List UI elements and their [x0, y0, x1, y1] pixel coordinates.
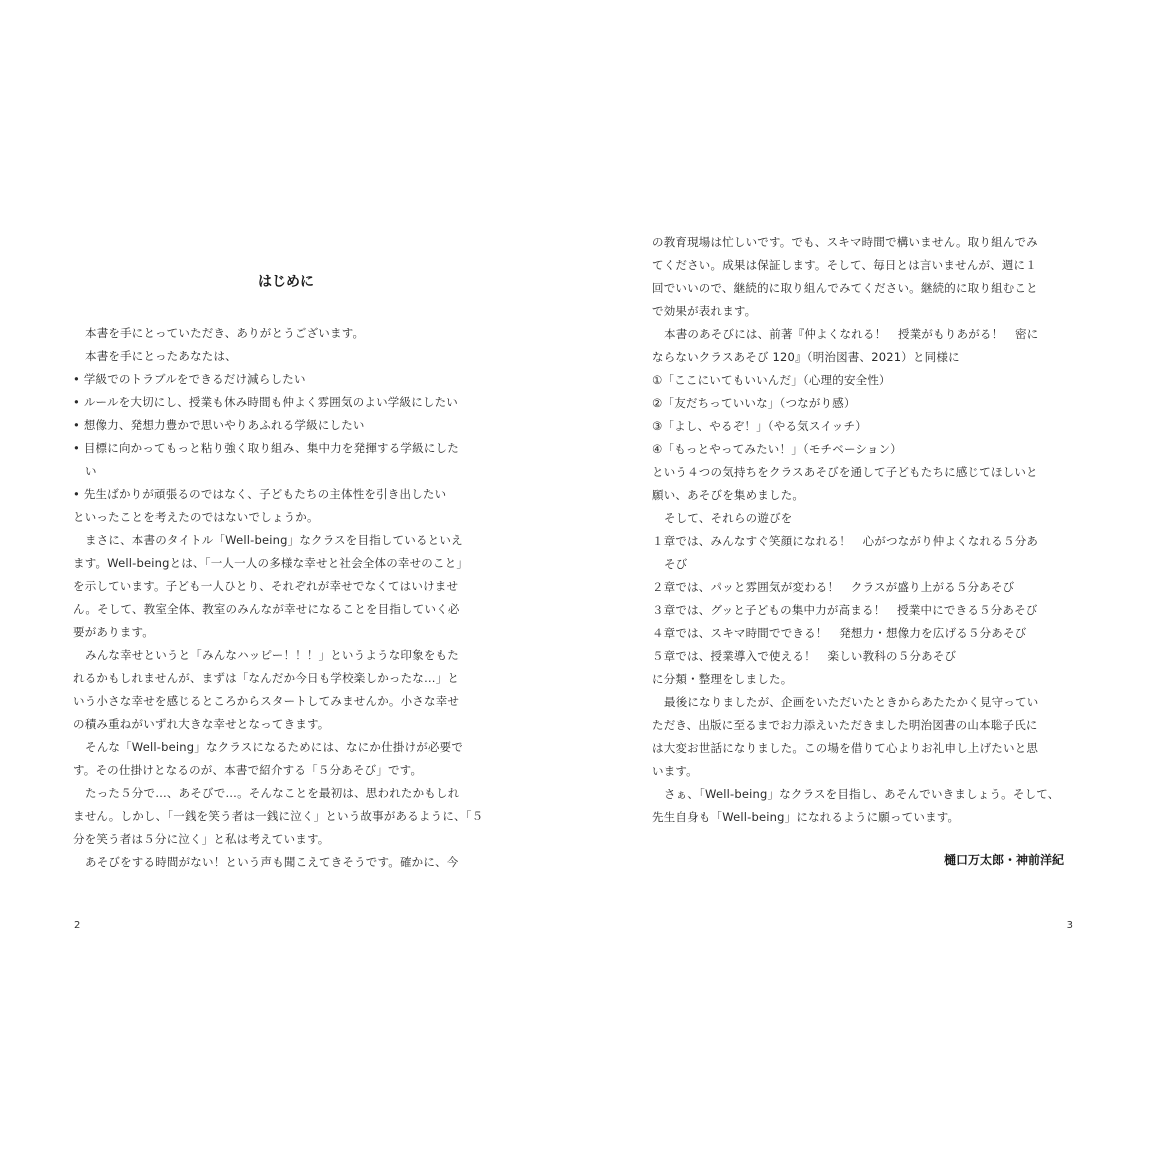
text-line: の教育現場は忙しいです。でも、スキマ時間で構いません。取り組んでみ: [652, 235, 1038, 249]
text-line: そび: [664, 557, 688, 571]
text-line: を示しています。子ども一人ひとり、それぞれが幸せでなくてはいけませ: [73, 579, 459, 593]
text-line: ん。そして、教室全体、教室のみんなが幸せになることを目指していく必: [73, 602, 460, 616]
text-line: まさに、本書のタイトル「Well-being」なクラスを目指しているといえ: [85, 533, 463, 547]
text-line: • ルールを大切にし、授業も休み時間も仲よく雰囲気のよい学級にしたい: [73, 395, 459, 409]
text-line: 最後になりましたが、企画をいただいたときからあたたかく見守ってい: [664, 695, 1039, 709]
text-line: という４つの気持ちをクラスあそびを通して子どもたちに感じてほしいと: [652, 465, 1038, 479]
text-line: さぁ、「Well-being」なクラスを目指し、あそんでいきましょう。そして、: [664, 787, 1060, 801]
text-line: れるかもしれませんが、まずは「なんだか今日も学校楽しかったな…」と: [73, 671, 460, 685]
text-line: 回でいいので、継続的に取り組んでみてください。継続的に取り組むこと: [652, 281, 1038, 295]
text-line: ません。しかし、「一銭を笑う者は一銭に泣く」という故事があるように、「５: [73, 809, 484, 823]
text-line: １章では、みんなすぐ笑顔になれる！ 心がつながり仲よくなれる５分あ: [652, 534, 1039, 548]
text-line: は大変お世話になりました。この場を借りて心よりお礼申し上げたいと思: [652, 741, 1039, 755]
right-body-text: [652, 231, 1082, 829]
text-line: 先生自身も「Well-being」になれるように願っています。: [652, 810, 960, 824]
text-line: ４章では、スキマ時間でできる！ 発想力・想像力を広げる５分あそび: [652, 626, 1027, 640]
text-line: みんな幸せというと「みんなハッピー！！！」というような印象をもた: [85, 648, 459, 662]
author-signature: 樋口万太郎・神前洋紀: [943, 853, 1064, 867]
text-line: • 目標に向かってもっと粘り強く取り組み、集中力を発揮する学級にした: [73, 441, 459, 455]
text-line: • 学級でのトラブルをできるだけ減らしたい: [73, 372, 306, 386]
text-line: ５章では、授業導入で使える！ 楽しい教科の５分あそび: [652, 649, 957, 663]
text-line: 分を笑う者は５分に泣く」と私は考えています。: [73, 832, 330, 846]
text-line: ①「ここにいてもいいんだ」（心理的安全性）: [652, 373, 891, 387]
text-line: といったことを考えたのではないでしょうか。: [73, 510, 319, 524]
page-title: はじめに: [258, 274, 314, 290]
text-line: の積み重ねがいずれ大きな幸せとなってきます。: [73, 717, 330, 731]
text-line: • 先生ばかりが頑張るのではなく、子どもたちの主体性を引き出したい: [73, 487, 447, 501]
text-line: い: [85, 464, 97, 478]
text-line: そんな「Well-being」なクラスになるためには、なにか仕掛けが必要で: [85, 740, 464, 754]
text-line: あそびをする時間がない！という声も聞こえてきそうです。確かに、今: [85, 855, 459, 869]
text-line: に分類・整理をしました。: [652, 672, 793, 686]
text-line: ならないクラスあそび 120』（明治図書、2021）と同様に: [652, 350, 960, 364]
text-line: 本書のあそびには、前著『仲よくなれる！ 授業がもりあがる！ 密に: [664, 327, 1039, 341]
page-number-left: 2: [74, 920, 81, 931]
text-line: ④「もっとやってみたい！」（モチベーション）: [652, 442, 902, 456]
text-line: そして、それらの遊びを: [664, 511, 793, 525]
text-line: • 想像力、発想力豊かで思いやりあふれる学級にしたい: [73, 418, 365, 432]
text-line: す。その仕掛けとなるのが、本書で紹介する「５分あそび」です。: [73, 763, 423, 777]
text-line: ②「友だちっていいな」（つながり感）: [652, 396, 856, 410]
text-line: 本書を手にとったあなたは、: [85, 349, 237, 363]
text-line: ２章では、パッと雰囲気が変わる！ クラスが盛り上がる５分あそび: [652, 580, 1015, 594]
text-line: てください。成果は保証します。そして、毎日とは言いませんが、週に１: [652, 258, 1037, 272]
text-line: ３章では、グッと子どもの集中力が高まる！ 授業中にできる５分あそび: [652, 603, 1038, 617]
right-page: [575, 0, 1150, 1150]
text-line: ③「よし、やるぞ！」（やる気スイッチ）: [652, 419, 867, 433]
text-line: 願い、あそびを集めました。: [652, 488, 805, 502]
text-line: いう小さな幸せを感じるところからスタートしてみませんか。小さな幸せ: [73, 694, 460, 708]
text-line: 本書を手にとっていただき、ありがとうございます。: [85, 326, 365, 340]
page-number-right: 3: [1066, 920, 1073, 931]
text-line: で効果が表れます。: [652, 304, 757, 318]
text-line: ただき、出版に至るまでお力添えいただきました明治図書の山本聡子氏に: [652, 718, 1038, 732]
text-line: 要があります。: [73, 625, 154, 639]
left-body-text: [73, 322, 499, 874]
text-line: たった５分で…、あそびで…。そんなことを最初は、思われたかもしれ: [85, 786, 460, 800]
text-line: ます。Well-beingとは、「一人一人の多様な幸せと社会全体の幸せのこと」: [73, 556, 469, 570]
text-line: います。: [652, 764, 698, 778]
